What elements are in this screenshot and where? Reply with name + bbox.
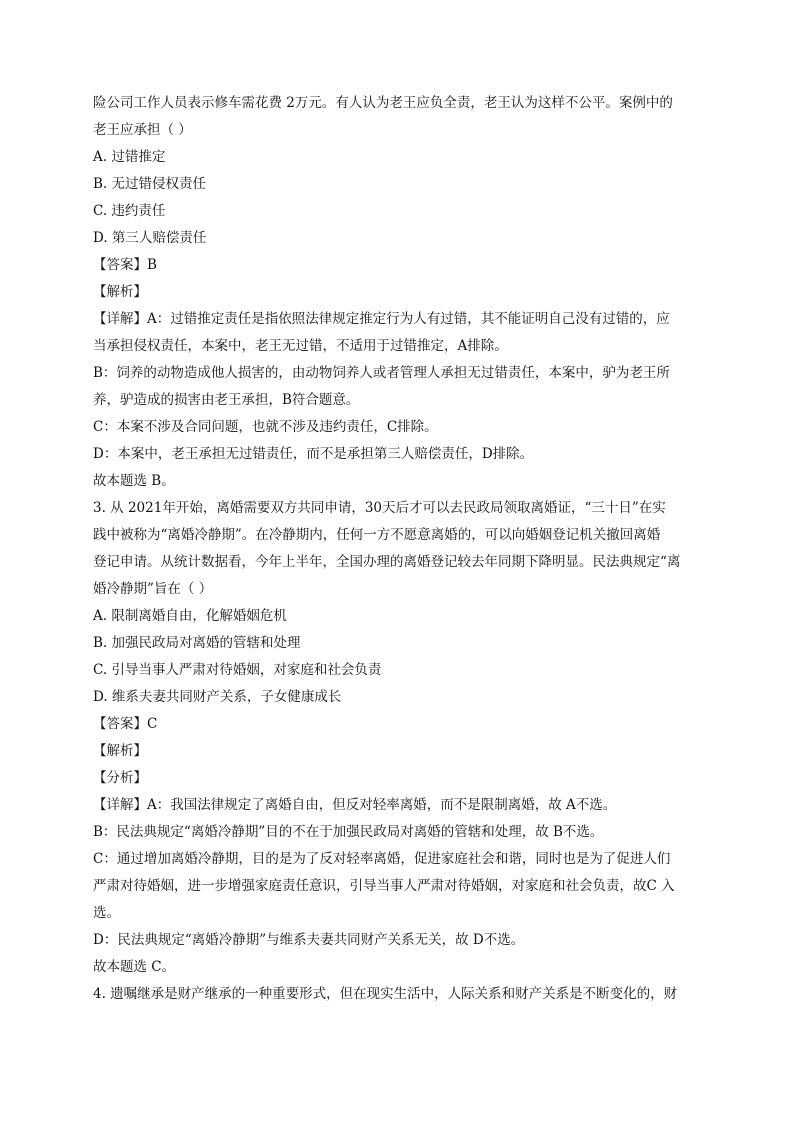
q2-detail-line-6: D：本案中，老王承担无过错责任，而不是承担第三人赔偿责任，D排除。	[93, 446, 534, 462]
q3-conclusion: 故本题选 C。	[93, 959, 176, 975]
q3-answer: 【答案】C	[93, 716, 158, 732]
q2-answer: 【答案】B	[93, 257, 157, 273]
q3-detail-line-2: B：民法典规定“离婚冷静期”目的不在于加强民政局对离婚的管辖和处理，故 B不选。	[93, 824, 604, 840]
q3-detail-line-1: 【详解】A：我国法律规定了离婚自由，但反对轻率离婚，而不是限制离婚，故 A不选。	[93, 797, 617, 813]
q4-stem-line-1: 4. 遗嘱继承是财产继承的一种重要形式，但在现实生活中，人际关系和财产关系是不断变化的，财	[93, 986, 678, 1002]
q2-detail-line-2: 当承担侵权责任，本案中，老王无过错，不适用于过错推定，A排除。	[93, 338, 508, 354]
q3-detail-line-3: C：通过增加离婚冷静期，目的是为了反对轻率离婚，促进家庭社会和谐，同时也是为了促进人们	[93, 851, 671, 867]
q3-stem-line-4: 婚冷静期”旨在（ ）	[93, 581, 213, 597]
q2-detail-line-4: 养，驴造成的损害由老王承担，B符合题意。	[93, 392, 360, 408]
q3-stem-line-3: 登记申请。从统计数据看，今年上半年，全国办理的离婚登记较去年同期下降明显。民法典规定“离	[93, 554, 681, 570]
q2-option-d: D. 第三人赔偿责任	[93, 230, 207, 246]
q3-option-a: A. 限制离婚自由，化解婚姻危机	[93, 608, 287, 624]
q2-detail-line-5: C：本案不涉及合同问题，也就不涉及违约责任，C排除。	[93, 419, 438, 435]
document-content	[93, 90, 713, 1008]
q2-option-a: A. 过错推定	[93, 149, 166, 165]
q2-detail-line-3: B：饲养的动物造成他人损害的，由动物饲养人或者管理人承担无过错责任，本案中，驴为老王所	[93, 365, 670, 381]
q3-fenxi-label: 【分析】	[93, 770, 147, 786]
q2-analysis-label: 【解析】	[93, 284, 147, 300]
q2-stem-line-2: 老王应承担（ ）	[93, 122, 192, 138]
q3-detail-line-4: 严肃对待婚姻，进一步增强家庭责任意识，引导当事人严肃对待婚姻，对家庭和社会负责，故C 入	[93, 878, 675, 894]
q3-stem-line-2: 践中被称为“离婚冷静期”。在冷静期内，任何一方不愿意离婚的，可以向婚姻登记机关撤回离婚	[93, 527, 661, 543]
q3-option-b: B. 加强民政局对离婚的管辖和处理	[93, 635, 301, 651]
q2-detail-line-1: 【详解】A：过错推定责任是指依照法律规定推定行为人有过错，其不能证明自己没有过错的，应	[93, 311, 670, 327]
q3-option-c: C. 引导当事人严肃对待婚姻，对家庭和社会负责	[93, 662, 382, 678]
q2-option-b: B. 无过错侵权责任	[93, 176, 207, 192]
q3-detail-line-6: D：民法典规定“离婚冷静期”与维系夫妻共同财产关系无关，故 D不选。	[93, 932, 525, 948]
q3-option-d: D. 维系夫妻共同财产关系，子女健康成长	[93, 689, 342, 705]
q3-stem-line-1: 3. 从 2021年开始，离婚需要双方共同申请，30天后才可以去民政局领取离婚证，“三十日”在实	[93, 500, 666, 516]
q2-stem-line-1: 险公司工作人员表示修车需花费 2万元。有人认为老王应负全责，老王认为这样不公平。案例中的	[93, 95, 673, 111]
q3-detail-line-5: 选。	[93, 905, 120, 921]
q2-option-c: C. 违约责任	[93, 203, 166, 219]
q2-conclusion: 故本题选 B。	[93, 473, 175, 489]
q3-analysis-label: 【解析】	[93, 743, 147, 759]
